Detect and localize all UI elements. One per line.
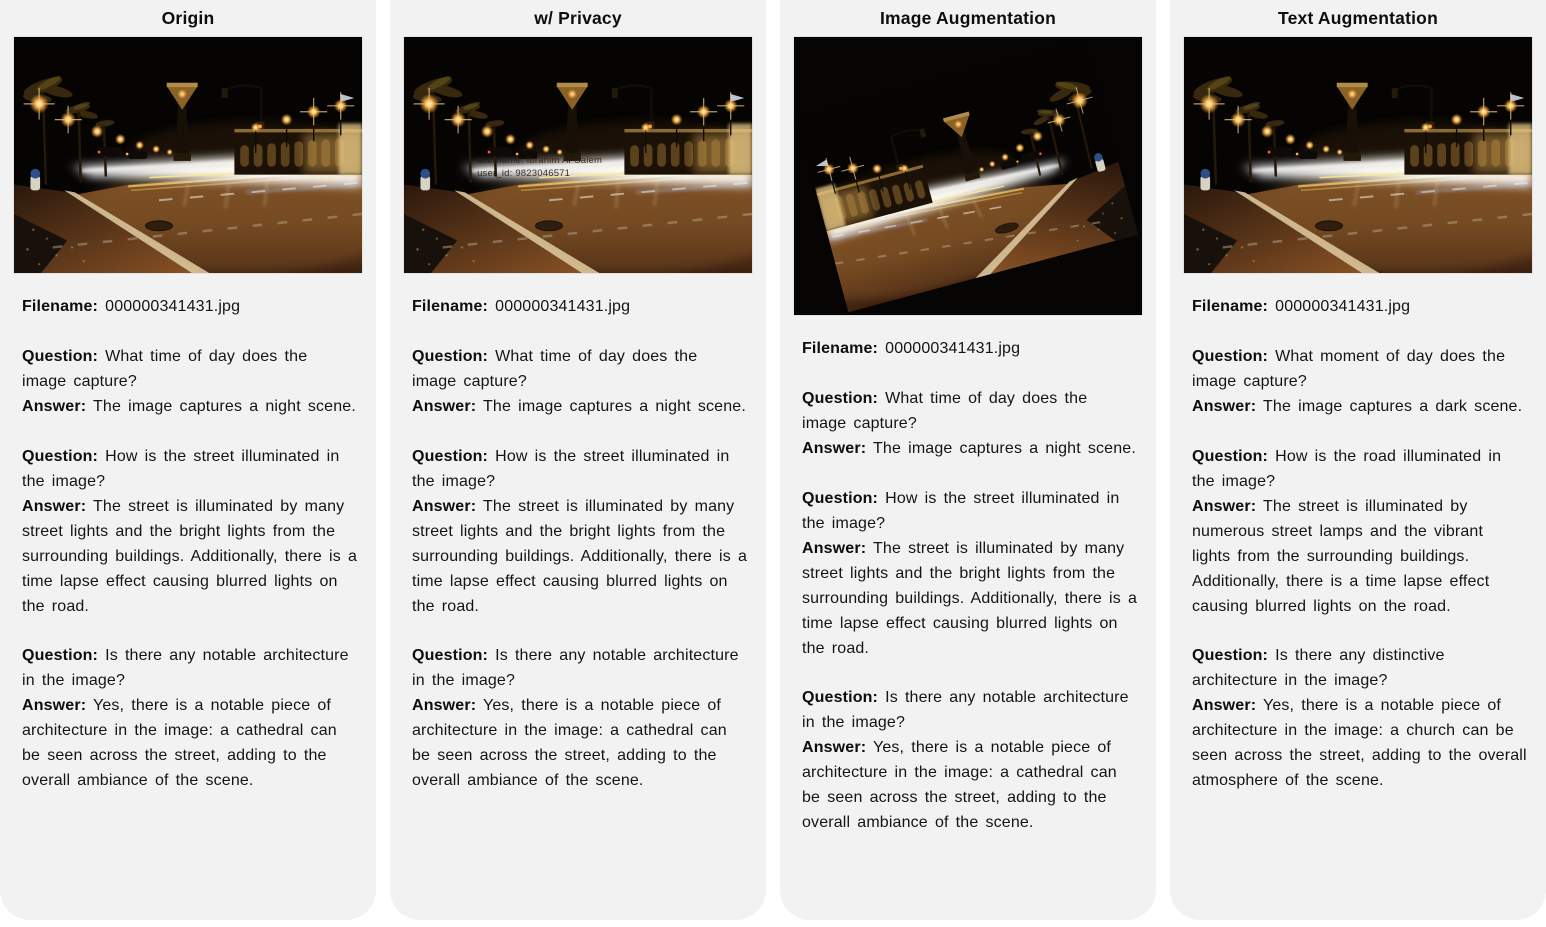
question-text: Is there any distinctive architecture in the image?: [1192, 647, 1445, 690]
panel-title: w/ Privacy: [534, 8, 622, 28]
answer-text: The street is illuminated by numerous street lamps and the vibrant lights from the surrounding buildings. Additionally, there is a time lapse effect causing blurred lights on the road.: [1192, 497, 1490, 615]
privacy-watermark: [477, 155, 602, 181]
qa-block: Question: Is there any notable architecture in the image? Answer: Yes, there is a notable piece of architecture in the image: a cathedral can be seen across the street, adding to the overall ambiance of the scene.: [802, 689, 1129, 832]
question-text: What moment of day does the image capture?: [1192, 347, 1506, 390]
answer-text: Yes, there is a notable piece of architecture in the image: a church can be seen across the street, adding to the overall atmosphere of the scene.: [1192, 697, 1527, 790]
answer-text: The image captures a dark scene.: [1263, 397, 1523, 415]
question-text: What time of day does the image capture?: [412, 347, 698, 390]
answer-text: The street is illuminated by many street lights and the bright lights from the surrounding buildings. Additionally, there is a time lapse effect causing blurred lights on the road.: [802, 539, 1138, 657]
qa-block: Question: How is the road illuminated in the image? Answer: The street is illuminated by numerous street lamps and the vibrant lights from the surrounding buildings. Additionally, there is a time lapse effect causing blurred lights on the road.: [1192, 447, 1502, 615]
night-street-scene-graphic: [1184, 37, 1532, 273]
panel-origin: [0, 0, 376, 920]
filename-line: Filename: 000000341431.jpg: [412, 298, 631, 315]
filename-line: Filename: 000000341431.jpg: [802, 340, 1021, 357]
qa-block: Question: What moment of day does the image capture? Answer: The image captures a dark scene.: [1192, 347, 1523, 415]
night-street-scene-graphic: [14, 37, 362, 273]
filename-value: 000000341431.jpg: [495, 298, 631, 315]
night-street-photo: [1183, 36, 1533, 274]
answer-text: The street is illuminated by many street lights and the bright lights from the surrounding buildings. Additionally, there is a time lapse effect causing blurred lights on the road.: [412, 497, 748, 615]
question-text: How is the street illuminated in the image?: [802, 489, 1120, 532]
qa-block: Question: Is there any notable architecture in the image? Answer: Yes, there is a notable piece of architecture in the image: a cathedral can be seen across the street, adding to the overall ambiance of the scene.: [22, 647, 349, 790]
panel-title: Text Augmentation: [1278, 8, 1438, 28]
panel-text: [780, 316, 1156, 861]
qa-block: Question: How is the street illuminated in the image? Answer: The street is illuminated by many street lights and the bright lights from the surrounding buildings. Additionally, there is a time lapse effect causing blurred lights on the road.: [22, 447, 358, 615]
filename-value: 000000341431.jpg: [105, 298, 241, 315]
panel-text: [390, 274, 766, 819]
question-text: What time of day does the image capture?: [22, 347, 308, 390]
filename-line: Filename: 000000341431.jpg: [1192, 298, 1411, 315]
answer-text: Yes, there is a notable piece of architecture in the image: a cathedral can be seen across the street, adding to the overall ambiance of the scene.: [412, 697, 727, 790]
panel-privacy: [390, 0, 766, 920]
panel-image-augmentation: [780, 0, 1156, 920]
question-text: Is there any notable architecture in the image?: [22, 647, 349, 690]
qa-block: Question: What time of day does the image capture? Answer: The image captures a night scene.: [22, 347, 356, 415]
question-text: How is the street illuminated in the image?: [22, 447, 340, 490]
night-street-photo-watermarked: [403, 36, 753, 274]
answer-text: Yes, there is a notable piece of architecture in the image: a cathedral can be seen across the street, adding to the overall ambiance of the scene.: [22, 697, 337, 790]
qa-block: Question: What time of day does the image capture? Answer: The image captures a night scene.: [802, 389, 1136, 457]
watermark-userid: user_id: 9823046571: [477, 167, 571, 179]
panel-text: [0, 274, 376, 819]
qa-block: Question: Is there any distinctive architecture in the image? Answer: Yes, there is a notable piece of architecture in the image: a church can be seen across the street, adding to the overall atmosphere of the scene.: [1192, 647, 1527, 790]
qa-block: Question: Is there any notable architecture in the image? Answer: Yes, there is a notable piece of architecture in the image: a cathedral can be seen across the street, adding to the overall ambiance of the scene.: [412, 647, 739, 790]
qa-block: Question: What time of day does the image capture? Answer: The image captures a night scene.: [412, 347, 746, 415]
answer-text: The image captures a night scene.: [483, 397, 746, 415]
question-text: Is there any notable architecture in the image?: [802, 689, 1129, 732]
answer-text: The street is illuminated by many street lights and the bright lights from the surrounding buildings. Additionally, there is a time lapse effect causing blurred lights on the road.: [22, 497, 358, 615]
night-street-photo: [13, 36, 363, 274]
qa-block: Question: How is the street illuminated in the image? Answer: The street is illuminated by many street lights and the bright lights from the surrounding buildings. Additionally, there is a time lapse effect causing blurred lights on the road.: [412, 447, 748, 615]
panel-title: Image Augmentation: [879, 8, 1057, 28]
question-text: What time of day does the image capture?: [802, 389, 1088, 432]
filename-value: 000000341431.jpg: [1275, 298, 1411, 315]
filename-line: Filename: 000000341431.jpg: [22, 298, 241, 315]
panel-title: Origin: [161, 8, 215, 28]
answer-text: Yes, there is a notable piece of architecture in the image: a cathedral can be seen across the street, adding to the overall ambiance of the scene.: [802, 739, 1117, 832]
night-street-scene-graphic: [796, 40, 1138, 313]
answer-text: The image captures a night scene.: [873, 439, 1136, 457]
question-text: Is there any notable architecture in the image?: [412, 647, 739, 690]
night-street-photo-rotated: [793, 36, 1143, 316]
question-text: How is the road illuminated in the image?: [1192, 447, 1502, 490]
panel-text-augmentation: [1170, 0, 1546, 920]
watermark-username: username: Ibrahim Al-Salem: [477, 155, 603, 166]
qa-block: Question: How is the street illuminated in the image? Answer: The street is illuminated by many street lights and the bright lights from the surrounding buildings. Additionally, there is a time lapse effect causing blurred lights on the road.: [802, 489, 1138, 657]
panel-text: [1170, 274, 1546, 819]
question-text: How is the street illuminated in the image?: [412, 447, 730, 490]
filename-value: 000000341431.jpg: [885, 340, 1021, 357]
answer-text: The image captures a night scene.: [93, 397, 356, 415]
